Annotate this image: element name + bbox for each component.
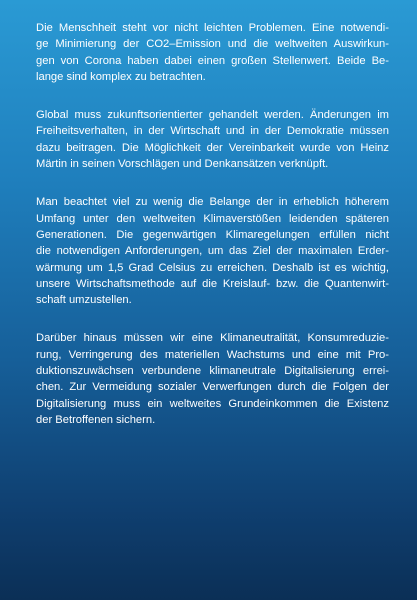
text-line: wärmung um 1,5 Grad Celsius zu erreichen. Deshalb ist es wichtig, — [36, 261, 389, 274]
text-line: dazu beitragen. Die Möglichkeit der Vereinbarkeit wurde von Heinz — [36, 141, 389, 154]
text-line: gen von Corona haben dabei einen großen Stellenwert. Beide Be- — [36, 54, 389, 67]
text-line: lange sind komplex zu betrachten. — [36, 70, 206, 83]
text-line: Digitalisierung muss ein weltweites Grundeinkommen die Existenz — [36, 397, 389, 410]
text-line: Umfang unter den weltweiten Klimaverstößen leidenden späteren — [36, 212, 389, 225]
text-line: Man beachtet viel zu wenig die Belange der in erheblich höherem — [36, 196, 389, 209]
paragraph-2 — [36, 107, 389, 172]
text-line: schaft umzustellen. — [36, 294, 132, 307]
paragraph-4 — [36, 330, 389, 428]
text-line: die notwendigen Anforderungen, um das Ziel der maximalen Erder- — [36, 245, 389, 258]
text-line: Generationen. Die gegenwärtigen Klimaregelungen erfüllen nicht — [36, 228, 389, 241]
text-line: duktionszuwächsen verbundene klimaneutrale Digitalisierung errei- — [36, 365, 389, 378]
text-line: chen. Zur Vermeidung sozialer Verwerfungen durch die Folgen der — [36, 381, 389, 394]
text-line: Global muss zukunftsorientierter gehandelt werden. Änderungen im — [36, 109, 389, 122]
text-line: unsere Wirtschaftsmethode auf die Kreislauf- bzw. die Quantenwirt- — [36, 277, 389, 290]
text-line: Märtin in seinen Vorschlägen und Denkansätzen verknüpft. — [36, 158, 329, 171]
text-line: der Betroffenen sichern. — [36, 413, 156, 426]
text-line: rung, Verringerung des materiellen Wachstums und eine mit Pro- — [36, 348, 389, 361]
text-line: ge Minimierung der CO2–Emission und die weltweiten Auswirkun- — [36, 38, 389, 51]
paragraph-1 — [36, 20, 389, 85]
paragraph-3 — [36, 194, 389, 308]
text-line: Darüber hinaus müssen wir eine Klimaneutralität, Konsumreduzie- — [36, 332, 389, 345]
text-line: Freiheitsverhalten, in der Wirtschaft und in der Demokratie müssen — [36, 125, 389, 138]
text-line: Die Menschheit steht vor nicht leichten Problemen. Eine notwendi- — [36, 22, 389, 34]
